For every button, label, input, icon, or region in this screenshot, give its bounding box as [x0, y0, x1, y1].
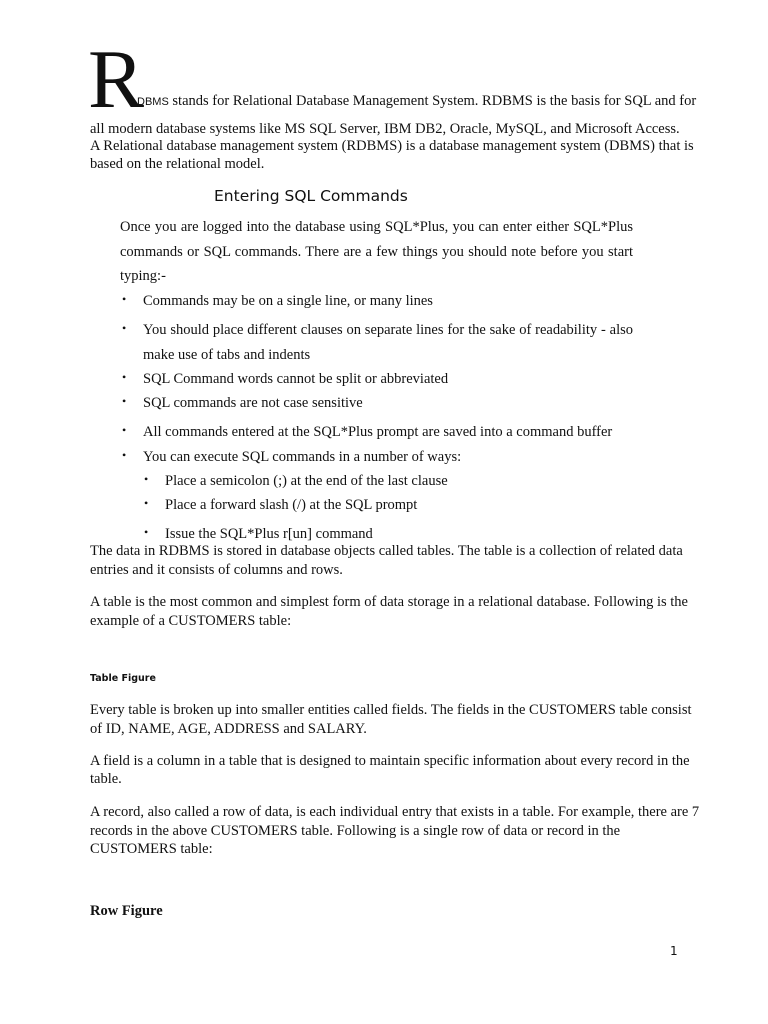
- sub-bullet-marker: •: [144, 472, 149, 486]
- bullet-marker: •: [122, 292, 127, 306]
- body-p5-line-1: A record, also called a row of data, is each individual entry that exists in a table. For example, there are 7: [90, 804, 700, 820]
- sub-bullet-item: Issue the SQL*Plus r[un] command: [165, 526, 373, 542]
- body-p5-line-3: CUSTOMERS table:: [90, 841, 213, 857]
- intro-line-4: based on the relational model.: [90, 156, 265, 172]
- bullet-item: You should place different clauses on separate lines for the sake of readability - also: [143, 322, 633, 338]
- sub-bullet-item: Place a forward slash (/) at the SQL prompt: [165, 497, 418, 513]
- drop-cap: R: [88, 33, 145, 126]
- bullet-item: SQL commands are not case sensitive: [143, 395, 363, 411]
- bullet-marker: •: [122, 423, 127, 437]
- bullet-marker: •: [122, 370, 127, 384]
- body-p4-line-1: A field is a column in a table that is designed to maintain specific information about every record in the: [90, 753, 690, 769]
- section-heading: Entering SQL Commands: [214, 187, 408, 205]
- bullet-marker: •: [122, 394, 127, 408]
- bullet-item-continuation: make use of tabs and indents: [143, 347, 311, 363]
- bullet-item: All commands entered at the SQL*Plus prompt are saved into a command buffer: [143, 424, 613, 440]
- intro-line-1: [137, 92, 696, 111]
- body-p2-line-1: A table is the most common and simplest form of data storage in a relational database. Following is the: [90, 594, 688, 610]
- bullet-item: You can execute SQL commands in a number of ways:: [143, 449, 462, 465]
- body-p3-line-1: Every table is broken up into smaller entities called fields. The fields in the CUSTOMERS table consist: [90, 702, 692, 718]
- bullet-item: SQL Command words cannot be split or abbreviated: [143, 371, 449, 387]
- page-number: 1: [670, 944, 678, 958]
- row-figure-caption: Row Figure: [90, 903, 163, 919]
- section-para-line-3: typing:-: [120, 268, 166, 284]
- body-p3-line-2: of ID, NAME, AGE, ADDRESS and SALARY.: [90, 721, 367, 737]
- sub-bullet-marker: •: [144, 496, 149, 510]
- section-para-line-2: commands or SQL commands. There are a few things you should note before you start: [120, 244, 633, 260]
- sub-bullet-item: Place a semicolon (;) at the end of the last clause: [165, 473, 448, 489]
- intro-line-3: A Relational database management system (RDBMS) is a database management system (DBMS) that is: [90, 138, 694, 154]
- bullet-item: Commands may be on a single line, or many lines: [143, 293, 433, 309]
- body-p1-line-2: entries and it consists of columns and rows.: [90, 562, 343, 578]
- body-p1-line-1: The data in RDBMS is stored in database objects called tables. The table is a collection of related data: [90, 543, 683, 559]
- bullet-marker: •: [122, 321, 127, 335]
- bullet-marker: •: [122, 448, 127, 462]
- drop-cap-word-rest: DBMS: [137, 96, 169, 108]
- intro-line-1-text: stands for Relational Database Management System. RDBMS is the basis for SQL and for: [172, 93, 697, 109]
- table-figure-caption: Table Figure: [90, 673, 156, 684]
- body-p4-line-2: table.: [90, 771, 122, 787]
- intro-line-2: all modern database systems like MS SQL Server, IBM DB2, Oracle, MySQL, and Microsoft Access.: [90, 121, 680, 137]
- section-para-line-1: Once you are logged into the database using SQL*Plus, you can enter either SQL*Plus: [120, 219, 633, 235]
- sub-bullet-marker: •: [144, 525, 149, 539]
- body-p5-line-2: records in the above CUSTOMERS table. Following is a single row of data or record in the: [90, 823, 621, 839]
- body-p2-line-2: example of a CUSTOMERS table:: [90, 613, 292, 629]
